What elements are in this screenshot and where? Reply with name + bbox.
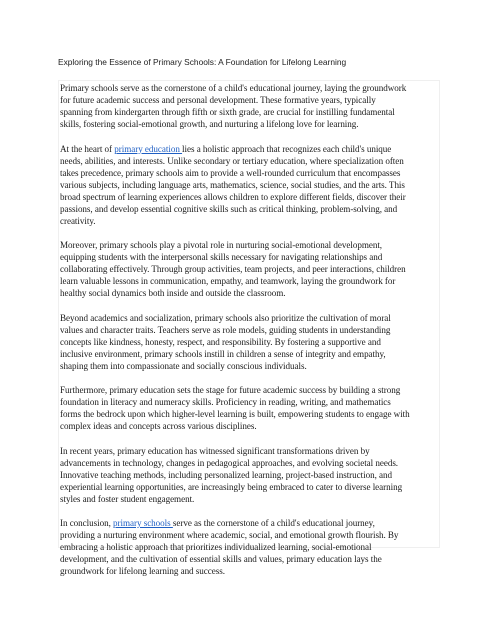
primary-education-link[interactable]: primary education <box>114 143 183 154</box>
paragraph-4 <box>60 312 495 372</box>
paragraph-line: groundwork for lifelong learning and success. <box>60 566 225 576</box>
paragraph-text: At the heart of <box>60 143 115 154</box>
paragraph-line: Moreover, primary schools play a pivotal role in nurturing social-emotional development, <box>60 240 383 250</box>
paragraph-line: skills, fostering social-emotional growth, and nurturing a lifelong love for learning. <box>60 119 359 129</box>
paragraph-line: embracing a holistic approach that prioritizes individualized learning, social-emotional <box>60 542 372 552</box>
paragraph-1 <box>60 82 495 130</box>
paragraph-line: Beyond academics and socialization, primary schools also prioritize the cultivation of moral <box>60 312 391 323</box>
paragraph-line: learn valuable lessons in communication, empathy, and teamwork, laying the groundwork for <box>60 276 396 286</box>
primary-schools-link[interactable]: primary schools <box>113 518 173 528</box>
paragraph-line: needs, abilities, and interests. Unlike secondary or tertiary education, where specialization often <box>60 155 404 166</box>
paragraph-text: serve as the cornerstone of a child's educational journey, <box>172 518 375 528</box>
paragraph-line: foundation in literacy and numeracy skills. Proficiency in reading, writing, and mathematics <box>60 397 391 407</box>
paragraph-line: values and character traits. Teachers serve as role models, guiding students in understanding <box>60 324 391 335</box>
paragraph-line: In recent years, primary education has witnessed significant transformations driven by <box>60 445 370 456</box>
paragraph-5 <box>60 384 495 432</box>
paragraph-line: healthy social dynamics both inside and outside the classroom. <box>60 288 286 298</box>
document-body <box>58 80 440 576</box>
paragraph-line: concepts like kindness, honesty, respect, and responsibility. By fostering a supportive and <box>60 336 381 347</box>
paragraph-line: styles and foster student engagement. <box>60 493 195 504</box>
paragraph-line: Furthermore, primary education sets the stage for future academic success by building a strong <box>60 385 401 395</box>
paragraph-3 <box>60 239 495 299</box>
paragraph-7 <box>60 517 495 577</box>
paragraph-text: In conclusion, <box>60 518 114 528</box>
paragraph-line: passions, and develop essential cognitive skills such as critical thinking, problem-solving, and <box>60 203 398 214</box>
paragraph-line: complex ideas and concepts across various disciplines. <box>60 421 257 431</box>
paragraph-6 <box>60 445 495 505</box>
paragraph-line: experiential learning opportunities, are increasingly being embraced to cater to diverse learning <box>60 481 403 492</box>
paragraph-line: forms the bedrock upon which higher-level learning is built, empowering students to engage with <box>60 409 410 419</box>
paragraph-line: advancements in technology, changes in pedagogical approaches, and evolving societal needs. <box>60 457 399 468</box>
paragraph-text: lies a holistic approach that recognizes each child's unique <box>182 143 392 154</box>
paragraph-first-line <box>60 517 495 529</box>
paragraph-line: various subjects, including language arts, mathematics, science, social studies, and the arts. This <box>60 179 405 190</box>
document-title: Exploring the Essence of Primary Schools: A Foundation for Lifelong Learning <box>58 57 347 67</box>
paragraph-line: providing a nurturing environment where academic, social, and emotional growth flourish. By <box>60 530 399 540</box>
paragraph-line: broad spectrum of learning experiences allows children to explore different fields, discover their <box>60 191 406 202</box>
paragraph-line: Primary schools serve as the cornerstone of a child's educational journey, laying the groundwork <box>60 83 407 93</box>
paragraph-line: inclusive environment, primary schools instill in children a sense of integrity and empathy, <box>60 348 386 359</box>
paragraph-line: for future academic success and personal development. These formative years, typically <box>60 95 376 105</box>
paragraph-line: takes precedence, primary schools aim to provide a well-rounded curriculum that encompasses <box>60 167 401 178</box>
paragraph-line: Innovative teaching methods, including personalized learning, project-based instruction, and <box>60 469 393 480</box>
paragraph-line: spanning from kindergarten through fifth or sixth grade, are crucial for instilling fundamental <box>60 107 395 117</box>
paragraph-2 <box>60 143 495 227</box>
paragraph-line: collaborating effectively. Through group activities, team projects, and peer interactions, children <box>60 264 406 274</box>
paragraph-line: equipping students with the interpersonal skills necessary for navigating relationships and <box>60 252 383 262</box>
paragraph-first-line <box>60 143 495 155</box>
paragraph-line: creativity. <box>60 215 96 226</box>
paragraph-line: shaping them into compassionate and socially conscious individuals. <box>60 360 307 371</box>
paragraph-line: development, and the cultivation of essential skills and values, primary education lays the <box>60 554 382 564</box>
